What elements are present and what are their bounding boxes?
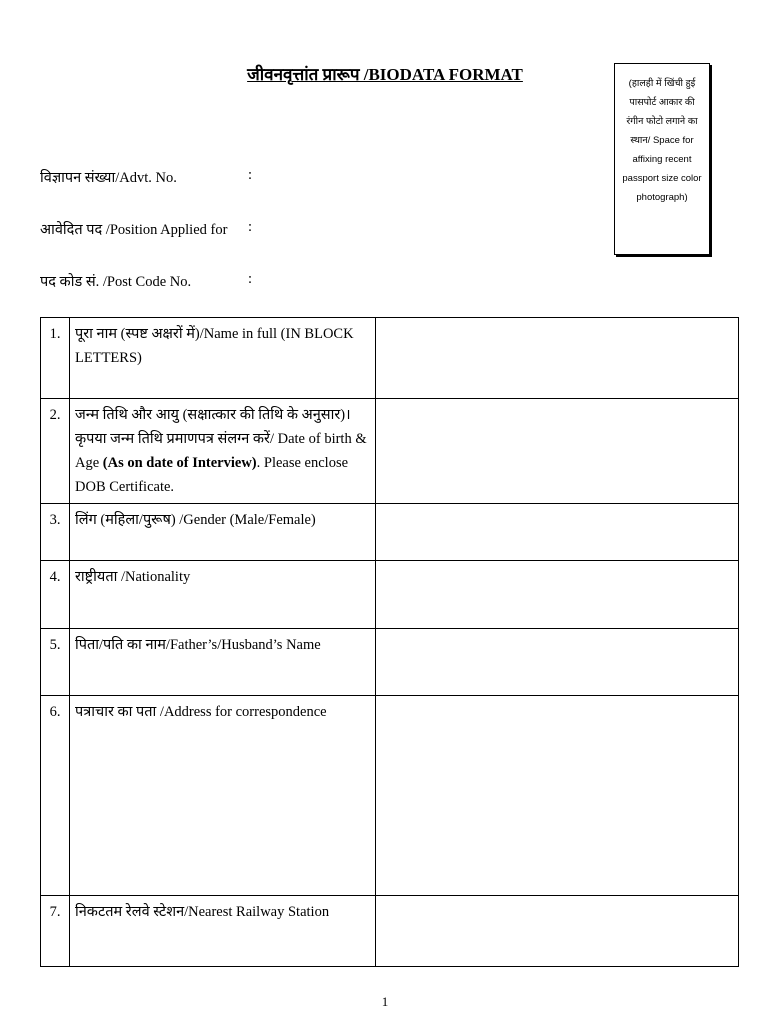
page-number: 1: [381, 994, 389, 1009]
position-applied-colon: :: [248, 219, 253, 235]
row-label: पत्राचार का पता /Address for correspondence: [70, 696, 376, 896]
row-label-composite: [70, 399, 376, 504]
row-number: 4.: [41, 561, 70, 629]
row-label-tail: . Please enclose DOB Certificate.: [75, 455, 349, 495]
row-label: लिंग (महिला/पुरूष) /Gender (Male/Female): [70, 504, 376, 561]
answer-cell[interactable]: [376, 896, 739, 967]
table-row: [41, 318, 739, 399]
answer-cell[interactable]: [376, 318, 739, 399]
row-number: 2.: [41, 399, 70, 504]
answer-cell[interactable]: [376, 561, 739, 629]
advt-no-label: विज्ञापन संख्या/Advt. No.: [40, 170, 177, 186]
table-row: [41, 629, 739, 696]
row-label: निकटतम रेलवे स्टेशन/Nearest Railway Station: [70, 896, 376, 967]
advt-no-colon: :: [248, 167, 253, 183]
post-code-colon: :: [248, 271, 253, 287]
row-label: पूरा नाम (स्पष्ट अक्षरों में)/Name in full (IN BLOCK LETTERS): [70, 318, 376, 399]
row-number: 7.: [41, 896, 70, 967]
photo-box-line: affixing recent: [632, 154, 692, 165]
answer-cell[interactable]: [376, 629, 739, 696]
photo-box-line: (हालही में खिंची हुई: [628, 78, 696, 89]
table-row: [41, 896, 739, 967]
row-label-bold: (As on date of Interview): [102, 455, 257, 471]
photo-box-line: passport size color: [622, 173, 702, 184]
row-number: 5.: [41, 629, 70, 696]
row-number: 6.: [41, 696, 70, 896]
row-number: 3.: [41, 504, 70, 561]
photo-placeholder-box: [614, 63, 710, 255]
row-label: राष्ट्रीयता /Nationality: [70, 561, 376, 629]
photo-box-line: photograph): [636, 192, 688, 203]
page-title: जीवनवृत्तांत प्रारूप /BIODATA FORMAT: [247, 65, 523, 84]
table-row: [41, 504, 739, 561]
photo-box-line: स्थान/ Space for: [630, 135, 694, 146]
table-row: [41, 399, 739, 504]
table-row: [41, 561, 739, 629]
position-applied-label: आवेदित पद /Position Applied for: [40, 222, 228, 238]
answer-cell[interactable]: [376, 399, 739, 504]
biodata-table: [40, 317, 739, 967]
photo-box-line: रंगीन फोटो लगाने का: [626, 116, 698, 127]
answer-cell[interactable]: [376, 504, 739, 561]
photo-box-line: पासपोर्ट आकार की: [629, 97, 695, 108]
row-number: 1.: [41, 318, 70, 399]
row-label: जन्म तिथि और आयु (सक्षात्कार की तिथि के अनुसार)। कृपया जन्म तिथि प्रमाणपत्र संलग्न करें/ Date of birth & Age: [75, 407, 367, 471]
post-code-label: पद कोड सं. /Post Code No.: [40, 274, 192, 290]
row-label: पिता/पति का नाम/Father’s/Husband’s Name: [70, 629, 376, 696]
table-row: [41, 696, 739, 896]
answer-cell[interactable]: [376, 696, 739, 896]
